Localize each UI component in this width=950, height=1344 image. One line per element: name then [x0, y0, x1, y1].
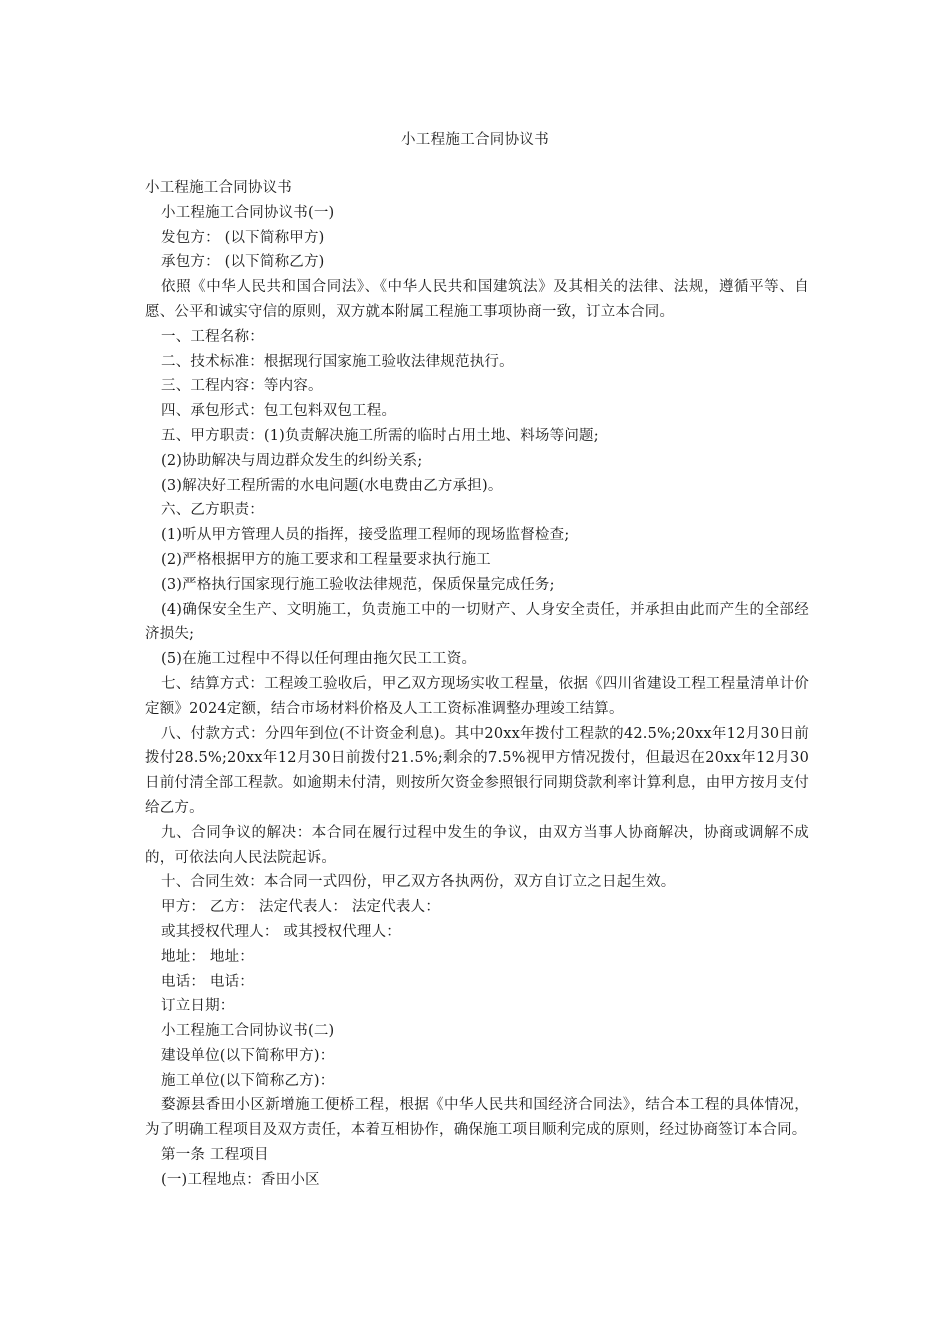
document-paragraph: 三、工程内容：等内容。: [161, 378, 323, 395]
document-paragraph: 小工程施工合同协议书(二): [161, 1023, 335, 1040]
document-paragraph: (4)确保安全生产、文明施工，负责施工中的一切财产、人身安全责任，并承担由此而产生的全部经济损失;: [145, 601, 809, 643]
document-paragraph: (1)听从甲方管理人员的指挥，接受监理工程师的现场监督检查;: [161, 527, 570, 544]
document-paragraph: 建设单位(以下简称甲方)：: [161, 1047, 335, 1064]
document-paragraph: 四、承包形式：包工包料双包工程。: [161, 403, 397, 420]
document-paragraph: 六、乙方职责：: [161, 502, 264, 519]
document-paragraph: 承包方： (以下简称乙方): [161, 254, 325, 271]
document-paragraph: 或其授权代理人： 或其授权代理人：: [161, 923, 402, 940]
document-paragraph: 婺源县香田小区新增施工便桥工程，根据《中华人民共和国经济合同法》，结合本工程的具体情况，为了明确工程项目及双方责任，本着互相协作，确保施工项目顺利完成的原则，经过协商签订本合同。: [145, 1097, 809, 1139]
document-paragraph: (3)解决好工程所需的水电问题(水电费由乙方承担)。: [161, 477, 503, 494]
document-title: 小工程施工合同协议书: [401, 132, 549, 148]
document-paragraph: 七、结算方式：工程竣工验收后，甲乙双方现场实收工程量，依据《四川省建设工程工程量清单计价定额》2024定额，结合市场材料价格及人工工资标准调整办理竣工结算。: [145, 675, 809, 717]
document-paragraph: 施工单位(以下简称乙方)：: [161, 1072, 335, 1089]
document-paragraph: 十、合同生效：本合同一式四份，甲乙双方各执两份，双方自订立之日起生效。: [161, 874, 676, 891]
document-paragraph: (5)在施工过程中不得以任何理由拖欠民工工资。: [161, 651, 477, 668]
document-paragraph: 二、技术标准：根据现行国家施工验收法律规范执行。: [161, 353, 514, 370]
document-paragraph: 五、甲方职责：(1)负责解决施工所需的临时占用土地、料场等问题;: [161, 427, 599, 444]
document-paragraph: (2)严格根据甲方的施工要求和工程量要求执行施工: [161, 551, 491, 568]
document-paragraph: 发包方： (以下简称甲方): [161, 229, 325, 246]
document-paragraph: (2)协助解决与周边群众发生的纠纷关系;: [161, 452, 423, 469]
document-paragraph: (3)严格执行国家现行施工验收法律规范，保质保量完成任务;: [161, 576, 555, 593]
document-paragraph: 依照《中华人民共和国合同法》、《中华人民共和国建筑法》及其相关的法律、法规，遵循平等、自愿、公平和诚实守信的原则，双方就本附属工程施工事项协商一致，订立本合同。: [145, 279, 809, 320]
document-paragraph: 小工程施工合同协议书: [145, 180, 292, 196]
document-paragraph: 一、工程名称：: [161, 328, 264, 345]
document-paragraph: (一)工程地点：香田小区: [161, 1171, 320, 1188]
document-paragraph: 第一条 工程项目: [161, 1147, 269, 1164]
document-paragraph: 八、付款方式：分四年到位(不计资金利息)。其中20xx年拨付工程款的42.5%;20xx年12月30日前拨付28.5%;20xx年12月30日前拨付21.5%;剩余的7.5%视甲方情况拨付，但最迟在20xx年12月30日前付清全部工程款。如逾期未付清，则按所欠资金参照银行同期贷款利率计算利息，由甲方按月支付给乙方。: [145, 725, 809, 816]
document-paragraph: 小工程施工合同协议书(一): [161, 204, 335, 221]
document-body: [145, 176, 809, 1193]
document-paragraph: 九、合同争议的解决：本合同在履行过程中发生的争议，由双方当事人协商解决，协商或调解不成的，可依法向人民法院起诉。: [145, 824, 809, 866]
document-paragraph: 电话： 电话：: [161, 973, 255, 990]
document-paragraph: 订立日期：: [161, 998, 235, 1015]
document-paragraph: 甲方： 乙方： 法定代表人： 法定代表人：: [161, 899, 441, 916]
document-paragraph: 地址： 地址：: [161, 948, 255, 965]
